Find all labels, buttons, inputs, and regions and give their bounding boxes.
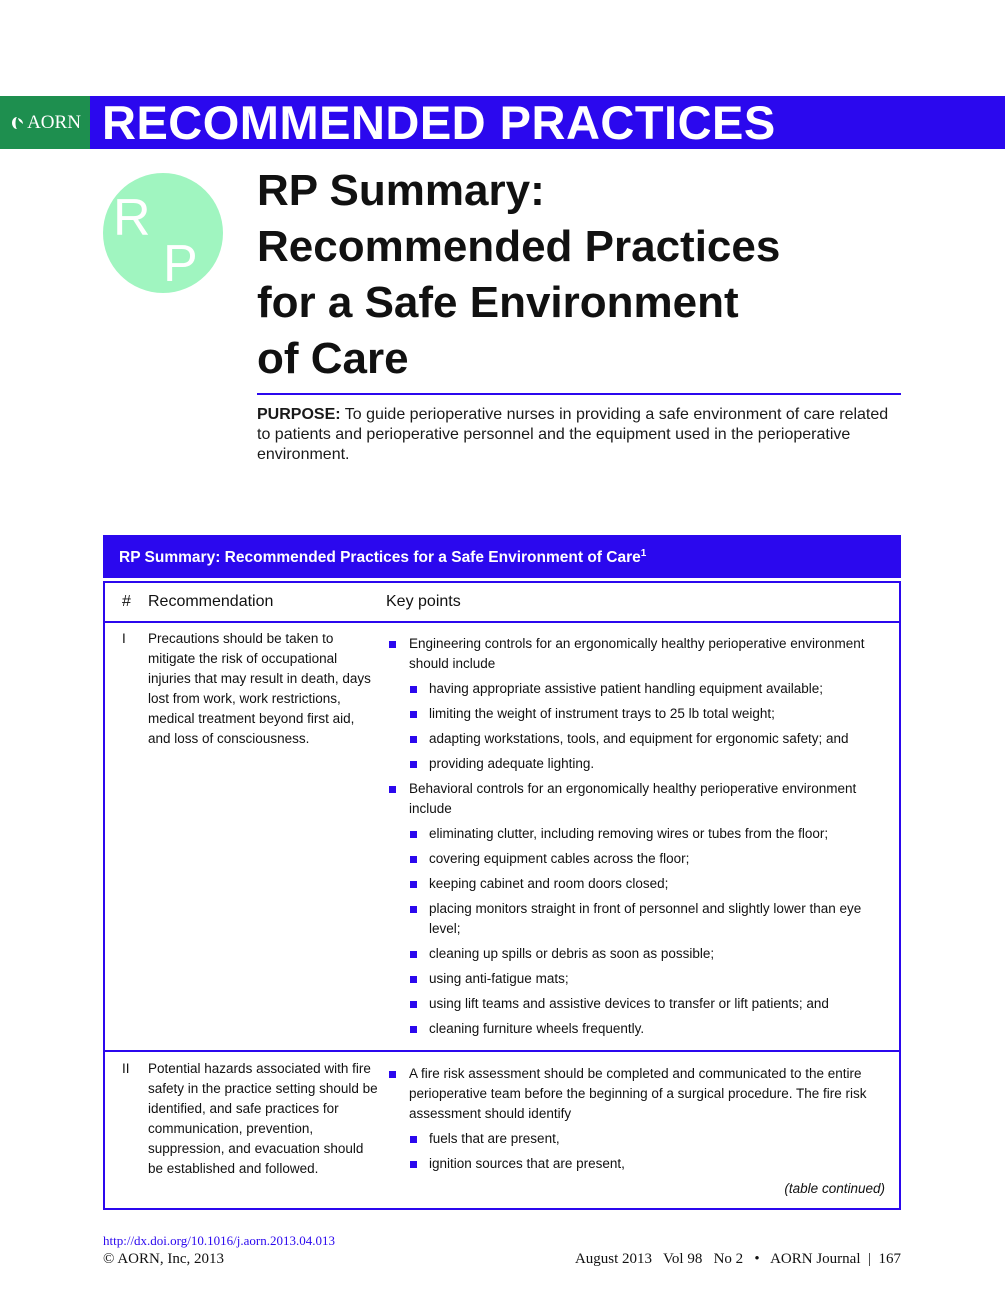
bullet-square-icon [410, 1161, 417, 1168]
key-point-text: A fire risk assessment should be completed and communicated to the entire perioperative team before the beginning of a surgical procedure. The fire risk assessment should identify [409, 1066, 867, 1121]
page-title [257, 163, 917, 387]
key-point-text: cleaning furniture wheels frequently. [429, 1021, 645, 1036]
key-point-text: fuels that are present, [429, 1131, 560, 1146]
bullet-square-icon [410, 831, 417, 838]
row-recommendation: Potential hazards associated with fire safety in the practice setting should be identified, and safe practices for communication, prevention, suppression, and evacuation should be established and followed. [148, 1061, 378, 1176]
bullet-square-icon [410, 736, 417, 743]
table-body [103, 581, 901, 1210]
doi-link[interactable]: http://dx.doi.org/10.1016/j.aorn.2013.04.013 [103, 1233, 335, 1248]
banner-title-block [90, 96, 1005, 149]
header-banner [0, 96, 1005, 149]
key-point-sub [387, 1129, 877, 1149]
title-divider [257, 393, 901, 395]
bullet-square-icon [410, 761, 417, 768]
copyright-text: © AORN, Inc, 2013 [103, 1251, 224, 1267]
key-point-sub [387, 754, 877, 774]
column-header-num: # [122, 593, 131, 610]
key-point-text: covering equipment cables across the floor; [429, 851, 690, 866]
summary-table [103, 535, 901, 1210]
key-point-text: placing monitors straight in front of personnel and slightly lower than eye level; [429, 901, 862, 936]
key-point-text: using anti-fatigue mats; [429, 971, 569, 986]
aorn-logo-text: AORN [27, 111, 81, 133]
bullet-square-icon [410, 881, 417, 888]
purpose-label: PURPOSE: [257, 406, 341, 423]
key-point-sub [387, 729, 877, 749]
bullet-square-icon [389, 1071, 396, 1078]
key-point-sub [387, 899, 877, 939]
bullet-square-icon [410, 1026, 417, 1033]
key-point-text: providing adequate lighting. [429, 756, 595, 771]
row-recommendation: Precautions should be taken to mitigate the risk of occupational injuries that may result in death, days lost from work, work restrictions, medical treatment beyond first aid, and loss of consciousness. [148, 631, 371, 746]
key-point [387, 1064, 877, 1124]
key-point-text: using lift teams and assistive devices to transfer or lift patients; and [429, 996, 829, 1011]
table-title [119, 548, 646, 567]
key-point-text: Behavioral controls for an ergonomically healthy perioperative environment include [409, 781, 857, 816]
table-title-text: RP Summary: Recommended Practices for a Safe Environment of Care [119, 549, 641, 567]
key-point-sub [387, 1154, 877, 1174]
key-point-sub [387, 944, 877, 964]
row-key-points [387, 1064, 877, 1179]
aorn-logo-block [0, 96, 90, 149]
key-point-sub [387, 1019, 877, 1039]
key-point-sub [387, 849, 877, 869]
bullet-square-icon [410, 1001, 417, 1008]
key-point [387, 779, 877, 819]
column-header-key-points: Key points [386, 593, 461, 610]
header-divider [105, 621, 899, 623]
row-number: II [122, 1061, 130, 1076]
badge-letter-p: P [163, 235, 198, 293]
key-point [387, 634, 877, 674]
bullet-square-icon [389, 641, 396, 648]
bullet-square-icon [410, 951, 417, 958]
key-point-text: cleaning up spills or debris as soon as possible; [429, 946, 715, 961]
bullet-square-icon [410, 976, 417, 983]
key-point-sub [387, 679, 877, 699]
aorn-emblem-icon [9, 116, 25, 130]
table-title-footnote: 1 [640, 548, 647, 559]
table-title-bar [103, 535, 901, 578]
key-point-text: ignition sources that are present, [429, 1156, 625, 1171]
purpose-paragraph [257, 405, 897, 465]
key-point-sub [387, 969, 877, 989]
journal-issue-info: August 2013 Vol 98 No 2 • AORN Journal | 167 [574, 1251, 901, 1267]
key-point-sub [387, 994, 877, 1014]
key-point-sub [387, 874, 877, 894]
bullet-square-icon [410, 711, 417, 718]
rp-badge-icon [103, 173, 223, 293]
key-point-sub [387, 704, 877, 724]
section-title: RECOMMENDED PRACTICES [102, 96, 776, 149]
title-line: RP Summary: [257, 166, 545, 215]
key-point-text: having appropriate assistive patient handling equipment available; [429, 681, 824, 696]
badge-letter-r: R [113, 189, 151, 247]
row-key-points [387, 634, 877, 1044]
bullet-square-icon [410, 906, 417, 913]
key-point-text: limiting the weight of instrument trays to 25 lb total weight; [429, 706, 775, 721]
key-point-sub [387, 824, 877, 844]
bullet-square-icon [410, 686, 417, 693]
bullet-square-icon [410, 1136, 417, 1143]
table-continued-note: (table continued) [784, 1181, 885, 1196]
aorn-logo [9, 112, 81, 134]
title-line: of Care [257, 334, 409, 383]
key-point-text: keeping cabinet and room doors closed; [429, 876, 669, 891]
key-point-text: adapting workstations, tools, and equipment for ergonomic safety; and [429, 731, 849, 746]
row-number: I [122, 631, 126, 646]
purpose-text: To guide perioperative nurses in providing a safe environment of care related to patients and perioperative personnel and the equipment used in the perioperative environment. [257, 406, 889, 463]
title-line: for a Safe Environment [257, 278, 739, 327]
bullet-square-icon [389, 786, 396, 793]
bullet-square-icon [410, 856, 417, 863]
key-point-text: Engineering controls for an ergonomically healthy perioperative environment should include [409, 636, 865, 671]
title-line: Recommended Practices [257, 222, 781, 271]
column-header-recommendation: Recommendation [148, 593, 274, 610]
key-point-text: eliminating clutter, including removing wires or tubes from the floor; [429, 826, 829, 841]
row-divider [105, 1050, 899, 1052]
